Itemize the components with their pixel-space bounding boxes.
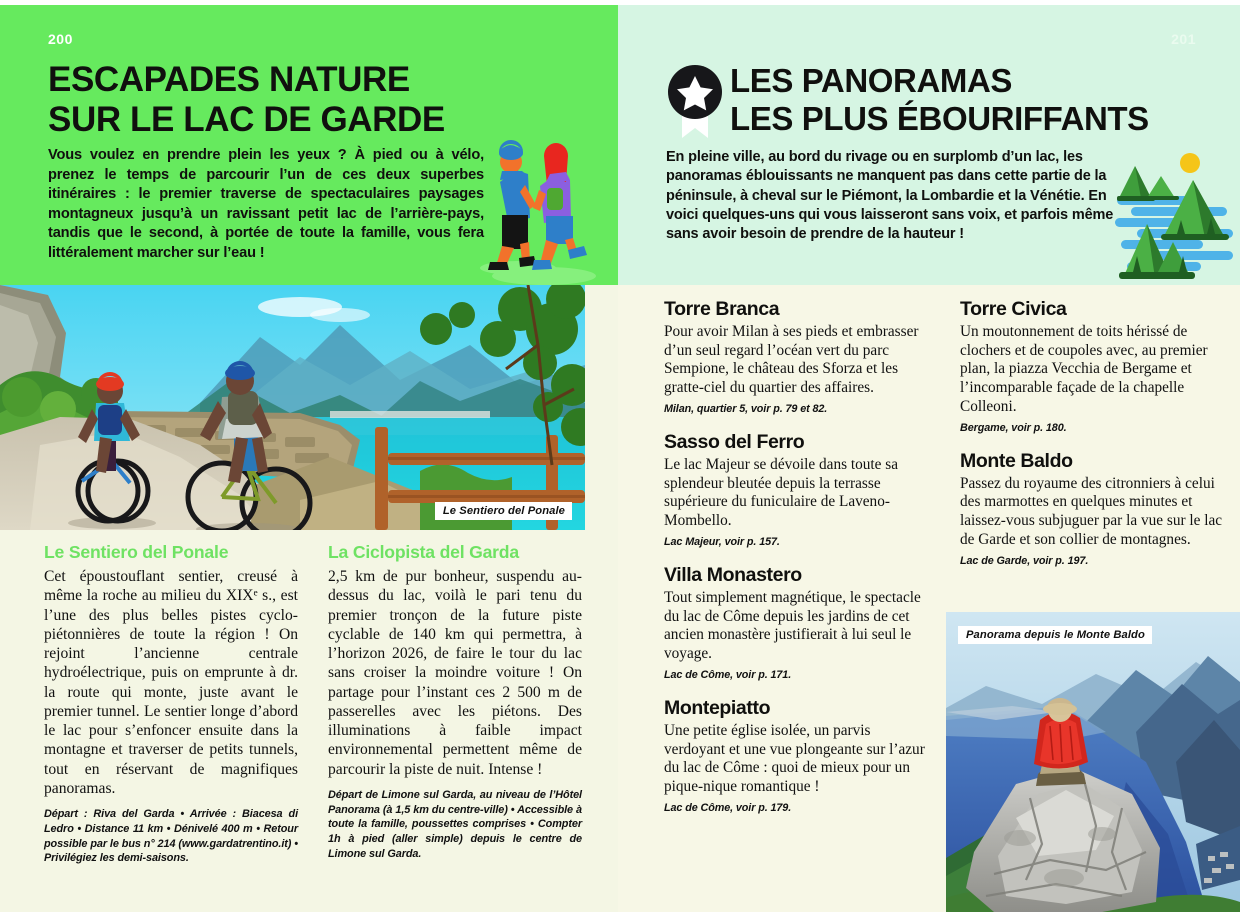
itinerary-heading-ciclopista: La Ciclopista del Garda <box>328 542 519 562</box>
itinerary-body-ciclopista: 2,5 km de pur bonheur, suspendu au-dessus du lac, voilà le pari tenu du premier tronçon de la future piste cyclable de 140 km qui permettra, à l’horizon 2026, de faire le tour du lac sans croiser la moindre voiture ! On partage pour l’instant ces 2 500 m de passerelles avec les piétons. Des illuminations à faible impact environnemental permettent même de parcourir la piste de nuit. Intense ! <box>328 568 582 778</box>
panorama-entry-body: Une petite église isolée, un parvis verdoyant et une vue plongeante sur l’azur du lac de Côme : quoi de mieux pour un pique-nique romantique ! <box>664 721 925 796</box>
panorama-entry-title: Montepiatto <box>664 696 771 719</box>
left-title-line-1: ESCAPADES NATURE <box>48 60 410 99</box>
right-page-title <box>730 62 1230 139</box>
page-number-left: 200 <box>48 31 73 47</box>
panorama-entry-ref: Milan, quartier 5, voir p. 79 et 82. <box>664 402 828 415</box>
panorama-entry-body: Pour avoir Milan à ses pieds et embrasser d’un seul regard l’océan vert du parc Sempione, le château des Sforza et les gratte-ciel du quartier des affaires. <box>664 323 919 397</box>
panorama-entry-ref: Lac de Côme, voir p. 179. <box>664 801 792 814</box>
panorama-entry <box>664 298 928 415</box>
panorama-entry-title: Torre Branca <box>664 298 780 320</box>
panorama-entry-ref: Lac Majeur, voir p. 157. <box>664 535 780 548</box>
left-title-line-2: SUR LE LAC DE GARDE <box>48 99 445 139</box>
panorama-entry-body: Un moutonnement de toits hérissé de clochers et de coupoles avec, au premier plan, la piazza Vecchia de Bergame et l’incomparable façade de la chapelle Colleoni. <box>960 323 1208 415</box>
sentiero-del-ponale-photo <box>0 285 585 530</box>
itinerary-heading-ponale: Le Sentiero del Ponale <box>44 542 229 562</box>
panorama-entry <box>664 564 928 681</box>
page-number-right: 201 <box>1171 31 1196 47</box>
photo-caption-monte-baldo: Panorama depuis le Monte Baldo <box>958 626 1152 644</box>
panorama-entry-ref: Bergame, voir p. 180. <box>960 421 1067 434</box>
panorama-entry-body: Tout simplement magnétique, le spectacle du lac de Côme depuis les jardins de cet ancien monastère justifierait à lui seul le voyage. <box>664 588 921 663</box>
right-title-line-1: LES PANORAMAS <box>730 62 1013 99</box>
itinerary-body-ponale: Cet époustouflant sentier, creusé à même la roche au milieu du XIXᵉ s., est l’une des plus belles pistes cyclo-piétonnières de toute la région ! On rejoint l’ancienne centrale hydroélectrique, puis on emprunte à dr. la route qui monte, juste avant le premier tunnel. Le sentier longe d’abord le lac pour s’enfoncer ensuite dans la montagne et traverser de petits tunnels, tout en réservant de magnifiques panoramas. <box>44 568 298 797</box>
panorama-entry-ref: Lac de Garde, voir p. 197. <box>960 554 1089 567</box>
panorama-entry-title: Torre Civica <box>960 298 1067 320</box>
left-intro-text: Vous voulez en prendre plein les yeux ? À pied ou à vélo, prenez le temps de parcourir l’un de ces deux superbes itinéraires : le premier traverse de spectaculaires paysages montagneux jusqu’à un ravissant petit lac de l’arrière-pays, tandis que le second, à portée de toute la famille, vous fera littéralement marcher sur l’eau ! <box>48 147 484 261</box>
panorama-entry <box>960 450 1224 567</box>
panorama-entry-body: Passez du royaume des citronniers à celui des marmottes en quelques minutes et laissez-vous subjuguer par la vue sur le lac de Garde et son collier de montagnes. <box>960 474 1223 548</box>
photo-caption-ponale: Le Sentiero del Ponale <box>435 502 572 520</box>
right-intro-text: En pleine ville, au bord du rivage ou en surplomb d’un lac, les panoramas éblouissants ne manquent pas dans cette partie de la péninsule, à cheval sur le Piémont, la Lombardie et la Vénétie. En voici quelques-uns qui vous laisseront sans voix, et parfois même sans avoir besoin de prendre de la hauteur ! <box>666 149 1114 243</box>
right-title-line-2: LES PLUS ÉBOURIFFANTS <box>730 100 1149 138</box>
panorama-entry <box>664 697 928 814</box>
panorama-entry-body: Le lac Majeur se dévoile dans toute sa splendeur bleutée depuis la terrasse supérieure du funiculaire de Laveno-Mombello. <box>664 455 899 530</box>
monte-baldo-photo <box>946 612 1240 915</box>
star-ribbon-badge-icon <box>666 64 724 140</box>
itinerary-meta-ciclopista: Départ de Limone sul Garda, au niveau de l’Hôtel Panorama (à 1,5 km du centre-ville) • Accessible à toute la famille, poussettes comprises • Compter 1h à pied (aller simple) depuis le centre de Limone sul Garda. <box>328 788 582 861</box>
lake-islands-mountains-illustration <box>1111 146 1235 284</box>
panorama-entry <box>664 431 928 548</box>
panorama-entry <box>960 298 1224 434</box>
walking-couple-illustration <box>478 110 598 285</box>
itinerary-meta-ponale: Départ : Riva del Garda • Arrivée : Biacesa di Ledro • Distance 11 km • Dénivelé 400 m • Retour possible par le bus n° 214 (www.gardatrentino.it) • Privilégiez les demi-saisons. <box>44 808 298 865</box>
panorama-entry-ref: Lac de Côme, voir p. 171. <box>664 668 792 681</box>
left-itinerary-columns <box>44 542 582 866</box>
itinerary-column-ciclopista <box>328 542 582 866</box>
panorama-entry-title: Sasso del Ferro <box>664 430 805 453</box>
itinerary-column-ponale <box>44 542 298 866</box>
left-page <box>0 0 618 915</box>
panorama-entry-title: Monte Baldo <box>960 449 1073 472</box>
panorama-column-left <box>664 298 928 830</box>
panorama-entry-title: Villa Monastero <box>664 563 802 586</box>
page-top-edge <box>0 0 1240 5</box>
left-page-title <box>48 60 518 139</box>
